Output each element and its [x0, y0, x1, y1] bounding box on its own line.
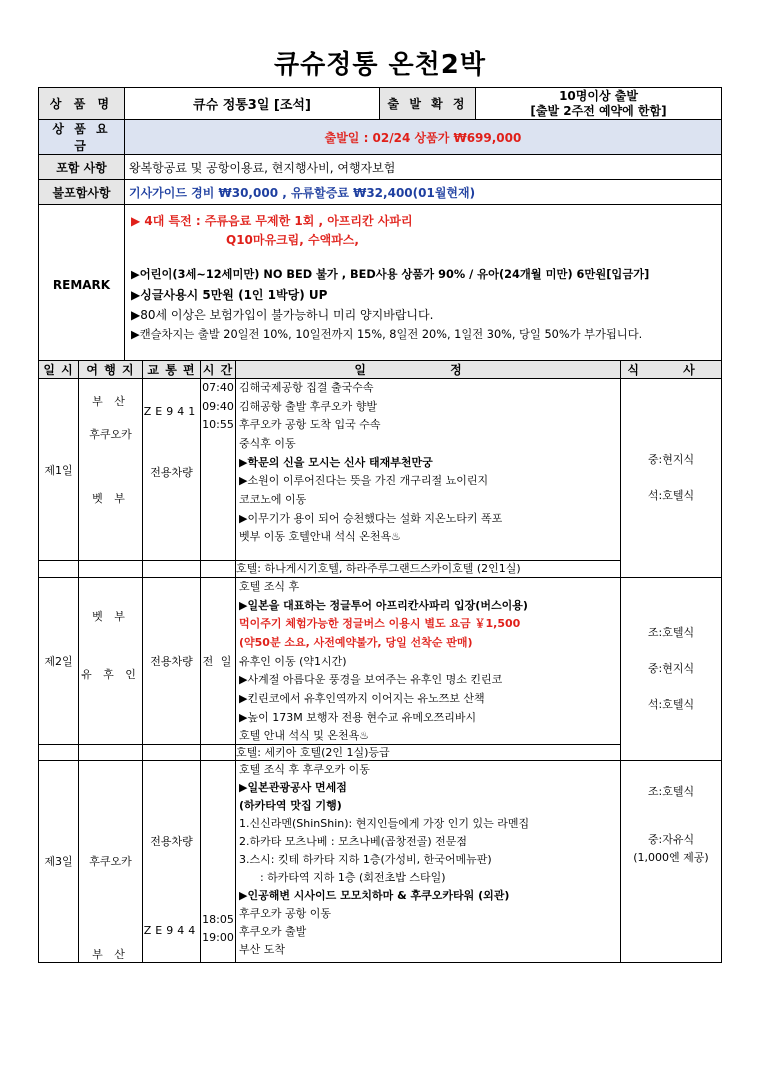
day-3-times	[201, 760, 236, 962]
excluded-value: 기사가이드 경비 ₩30,000 , 유류할증료 ₩32,400(01월현재)	[125, 180, 722, 205]
day-2-hotel: 호텔: 세키아 호텔(2인 1실)등급	[236, 744, 621, 760]
day-2-label: 제2일	[39, 578, 79, 745]
itinerary-line: : 하카타역 지하 1층 (회전초밥 스타일)	[239, 870, 446, 884]
day-3-transport	[143, 760, 201, 962]
day-2-meals	[621, 578, 722, 761]
meal-lunch: 중:현지식	[647, 661, 695, 675]
itinerary-line: 유후인 이동 (약1시간)	[239, 654, 347, 668]
itinerary-line: ▶학문의 신을 모시는 신사 태재부천만궁	[239, 455, 433, 469]
remark-content	[125, 205, 722, 365]
remark-cancel: ▶캔슬차지는 출발 20일전 10%, 10일전까지 15%, 8일전 20%, 1일전 30%, 당일 50%가 부가됩니다.	[131, 328, 643, 341]
confirm-line-2: [출발 2주전 예약에 한함]	[530, 103, 667, 118]
product-info-table	[38, 87, 722, 365]
itinerary-line: 후쿠오카 공항 이동	[239, 906, 332, 920]
included-value: 왕복항공료 및 공항이용료, 현지행사비, 여행자보험	[125, 155, 722, 180]
itinerary-line: 후쿠오카 공항 도착 입국 수속	[239, 418, 381, 432]
itinerary-line: 중식후 이동	[239, 437, 296, 451]
day-1-meals	[621, 379, 722, 578]
day-1-hotel-row	[39, 561, 722, 578]
header-itinerary: 일 정	[236, 361, 621, 379]
itinerary-line: 호텔 안내 석식 및 온천욕♨	[239, 728, 370, 742]
header-transport: 교 통 편	[143, 361, 201, 379]
itinerary-line: 1.신신라멘(ShinShin): 현지인들에게 가장 인기 있는 라멘집	[239, 816, 530, 830]
day-1-places	[79, 379, 143, 561]
itinerary-line: (약50분 소요, 사전예약불가, 당일 선착순 판매)	[239, 636, 473, 650]
itinerary-line: 부산 도착	[239, 942, 286, 956]
itinerary-line: 후쿠오카 출발	[239, 924, 307, 938]
day-2-time-all-day: 전 일	[201, 578, 236, 745]
departure-confirm-value	[476, 88, 722, 120]
remark-child: ▶어린이(3세~12세미만) NO BED 불가 , BED사용 상품가 90% / 유아(24개월 미만) 6만원[입금가]	[131, 268, 650, 281]
schedule-table	[38, 360, 722, 963]
price-value: 출발일 : 02/24 상품가 ₩699,000	[125, 120, 722, 155]
day-2-itinerary	[236, 578, 621, 745]
remark-single: ▶싱글사용시 5만원 (1인 1박당) UP	[131, 288, 328, 302]
meal-lunch: 중:현지식	[647, 453, 695, 466]
day-2-hotel-row	[39, 744, 722, 760]
remark-label: REMARK	[39, 205, 125, 365]
itinerary-line: ▶높이 173M 보행자 전용 현수교 유메오쯔리바시	[239, 710, 477, 724]
included-label: 포함 사항	[39, 155, 125, 180]
confirm-line-1: 10명이상 출발	[559, 88, 638, 103]
time-0740: 07:40	[202, 381, 234, 394]
day-3-itinerary	[236, 760, 621, 962]
meal-lunch-note: (1,000엔 제공)	[633, 850, 709, 864]
day-1-itinerary	[236, 379, 621, 561]
flight-ze944: ZE944	[143, 923, 200, 937]
time-1055: 10:55	[202, 418, 234, 432]
day-3-row	[39, 760, 722, 962]
day-1-row	[39, 379, 722, 561]
place-yufuin: 유 후 인	[81, 668, 140, 681]
header-destination: 여 행 지	[79, 361, 143, 379]
day-3-label: 제3일	[39, 760, 79, 962]
itinerary-line: 벳부 이동 호텔안내 석식 온천욕♨	[239, 529, 401, 543]
time-0940: 09:40	[202, 399, 234, 413]
itinerary-line: ▶인공해변 시사이드 모모치하마 & 후쿠오카타워 (외관)	[239, 888, 510, 902]
time-1900: 19:00	[202, 930, 234, 944]
itinerary-line: ▶이무기가 용이 되어 승천했다는 설화 지온노타키 폭포	[239, 511, 503, 525]
day-3-places	[79, 760, 143, 962]
day-2-transport: 전용차량	[143, 578, 201, 745]
place-busan: 부 산	[92, 947, 129, 961]
header-time: 시 간	[201, 361, 236, 379]
day-3-meals	[621, 760, 722, 962]
product-name-value: 큐슈 정통3일 [조석]	[125, 88, 380, 120]
product-name-label: 상 품 명	[39, 88, 125, 120]
itinerary-line: ▶일본관광공사 면세점	[239, 780, 347, 794]
itinerary-line: 코코노에 이동	[239, 493, 307, 507]
charter-bus: 전용차량	[150, 834, 193, 848]
place-fukuoka: 후쿠오카	[89, 854, 132, 868]
itinerary-line: 호텔 조식 후	[239, 580, 300, 593]
header-meals: 식 사	[621, 361, 722, 379]
day-1-label: 제1일	[39, 379, 79, 561]
itinerary-line: 김해공항 출발 후쿠오카 향발	[239, 399, 378, 413]
page-title: 큐슈정통 온천2박	[274, 50, 486, 80]
place-beppu: 벳 부	[92, 492, 129, 505]
charter-bus: 전용차량	[150, 466, 193, 479]
meal-dinner: 석:호텔식	[647, 489, 695, 502]
place-beppu: 벳 부	[92, 610, 129, 623]
place-busan: 부 산	[92, 395, 129, 408]
header-date: 일 시	[39, 361, 79, 379]
flight-ze941: ZE941	[143, 405, 200, 418]
itinerary-line: 2.하카타 모츠나베 : 모츠나베(곱창전골) 전문점	[239, 834, 468, 848]
remark-special-1: ▶ 4대 특전 : 주류음료 무제한 1회 , 아프리칸 사파리	[131, 214, 413, 228]
meal-breakfast: 조:호텔식	[647, 625, 695, 639]
itinerary-line: ▶사계절 아름다운 풍경을 보여주는 유후인 명소 킨린코	[239, 673, 503, 687]
remark-elderly: ▶80세 이상은 보험가입이 불가능하니 미리 양지바랍니다.	[131, 308, 434, 322]
price-label: 상 품 요 금	[39, 120, 125, 155]
time-1805: 18:05	[202, 912, 234, 926]
day-1-hotel: 호텔: 하나게시기호텔, 하라주루그랜드스카이호텔 (2인1실)	[236, 561, 621, 578]
itinerary-line: 먹이주기 체험가능한 정글버스 이용시 별도 요금 ￥1,500	[239, 617, 521, 631]
itinerary-line: ▶소원이 이루어진다는 뜻을 가진 개구리절 뇨이린지	[239, 474, 489, 488]
meal-breakfast: 조:호텔식	[647, 784, 695, 798]
itinerary-line: 호텔 조식 후 후쿠오카 이동	[239, 762, 370, 776]
itinerary-line: 김해국제공항 집결 출국수속	[239, 381, 374, 394]
departure-confirm-label: 출 발 확 정	[380, 88, 476, 120]
meal-lunch: 중:자유식	[647, 832, 695, 846]
itinerary-line: 3.스시: 킷테 하카타 지하 1층(가성비, 한국어메뉴판)	[239, 852, 492, 866]
remark-special-2: Q10마유크림, 수액파스,	[226, 233, 359, 247]
day-2-places	[79, 578, 143, 745]
day-2-row	[39, 578, 722, 745]
day-1-times	[201, 379, 236, 561]
place-fukuoka: 후쿠오카	[89, 428, 132, 441]
excluded-label: 불포함사항	[39, 180, 125, 205]
itinerary-line: ▶킨린코에서 유후인역까지 이어지는 유노쯔보 산책	[239, 692, 485, 706]
day-1-transport	[143, 379, 201, 561]
itinerary-line: ▶일본을 대표하는 정글투어 아프리칸사파리 입장(버스이용)	[239, 598, 528, 612]
meal-dinner: 석:호텔식	[647, 697, 695, 711]
itinerary-line: (하카타역 맛집 기행)	[239, 798, 342, 812]
